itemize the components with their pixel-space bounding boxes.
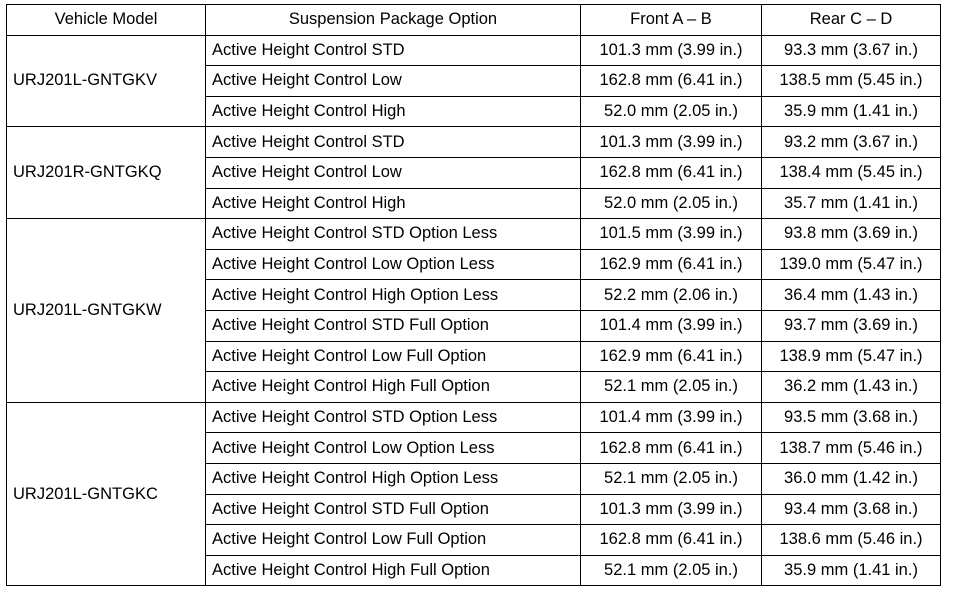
rear-measurement-cell: 35.9 mm (1.41 in.)	[762, 555, 941, 586]
rear-measurement-cell: 138.9 mm (5.47 in.)	[762, 341, 941, 372]
rear-measurement-cell: 138.5 mm (5.45 in.)	[762, 66, 941, 97]
front-measurement-cell: 101.3 mm (3.99 in.)	[581, 35, 762, 66]
suspension-option-cell: Active Height Control Low Full Option	[206, 525, 581, 556]
suspension-option-cell: Active Height Control High Full Option	[206, 555, 581, 586]
suspension-option-cell: Active Height Control Low Full Option	[206, 341, 581, 372]
table-row	[7, 219, 941, 250]
table-row	[7, 35, 941, 66]
front-measurement-cell: 101.5 mm (3.99 in.)	[581, 219, 762, 250]
vehicle-model-cell: URJ201L-GNTGKC	[7, 402, 206, 586]
front-measurement-cell: 101.4 mm (3.99 in.)	[581, 310, 762, 341]
rear-measurement-cell: 93.5 mm (3.68 in.)	[762, 402, 941, 433]
rear-measurement-cell: 93.4 mm (3.68 in.)	[762, 494, 941, 525]
header-rear-c-d: Rear C – D	[762, 5, 941, 36]
front-measurement-cell: 52.2 mm (2.06 in.)	[581, 280, 762, 311]
suspension-option-cell: Active Height Control STD Full Option	[206, 310, 581, 341]
suspension-option-cell: Active Height Control High Option Less	[206, 280, 581, 311]
rear-measurement-cell: 36.4 mm (1.43 in.)	[762, 280, 941, 311]
rear-measurement-cell: 93.3 mm (3.67 in.)	[762, 35, 941, 66]
rear-measurement-cell: 93.8 mm (3.69 in.)	[762, 219, 941, 250]
front-measurement-cell: 162.8 mm (6.41 in.)	[581, 525, 762, 556]
suspension-option-cell: Active Height Control High Option Less	[206, 463, 581, 494]
table-row	[7, 127, 941, 158]
front-measurement-cell: 101.3 mm (3.99 in.)	[581, 127, 762, 158]
rear-measurement-cell: 139.0 mm (5.47 in.)	[762, 249, 941, 280]
header-front-a-b: Front A – B	[581, 5, 762, 36]
front-measurement-cell: 52.1 mm (2.05 in.)	[581, 463, 762, 494]
front-measurement-cell: 101.3 mm (3.99 in.)	[581, 494, 762, 525]
front-measurement-cell: 162.9 mm (6.41 in.)	[581, 341, 762, 372]
rear-measurement-cell: 93.7 mm (3.69 in.)	[762, 310, 941, 341]
suspension-option-cell: Active Height Control Low Option Less	[206, 249, 581, 280]
front-measurement-cell: 162.8 mm (6.41 in.)	[581, 66, 762, 97]
vehicle-model-cell: URJ201L-GNTGKW	[7, 219, 206, 403]
suspension-option-cell: Active Height Control STD Option Less	[206, 402, 581, 433]
rear-measurement-cell: 35.7 mm (1.41 in.)	[762, 188, 941, 219]
suspension-option-cell: Active Height Control STD	[206, 35, 581, 66]
suspension-option-cell: Active Height Control High Full Option	[206, 372, 581, 403]
rear-measurement-cell: 36.0 mm (1.42 in.)	[762, 463, 941, 494]
suspension-option-cell: Active Height Control STD Option Less	[206, 219, 581, 250]
front-measurement-cell: 162.8 mm (6.41 in.)	[581, 157, 762, 188]
rear-measurement-cell: 36.2 mm (1.43 in.)	[762, 372, 941, 403]
vehicle-model-cell: URJ201R-GNTGKQ	[7, 127, 206, 219]
header-suspension-package-option: Suspension Package Option	[206, 5, 581, 36]
suspension-option-cell: Active Height Control STD	[206, 127, 581, 158]
header-row	[7, 5, 941, 36]
rear-measurement-cell: 138.7 mm (5.46 in.)	[762, 433, 941, 464]
suspension-option-cell: Active Height Control Low Option Less	[206, 433, 581, 464]
suspension-option-cell: Active Height Control High	[206, 96, 581, 127]
vehicle-model-cell: URJ201L-GNTGKV	[7, 35, 206, 127]
table-body	[7, 35, 941, 586]
suspension-option-cell: Active Height Control Low	[206, 66, 581, 97]
front-measurement-cell: 52.0 mm (2.05 in.)	[581, 188, 762, 219]
front-measurement-cell: 162.8 mm (6.41 in.)	[581, 433, 762, 464]
front-measurement-cell: 52.1 mm (2.05 in.)	[581, 555, 762, 586]
suspension-option-cell: Active Height Control Low	[206, 157, 581, 188]
table-row	[7, 402, 941, 433]
front-measurement-cell: 52.1 mm (2.05 in.)	[581, 372, 762, 403]
rear-measurement-cell: 35.9 mm (1.41 in.)	[762, 96, 941, 127]
front-measurement-cell: 101.4 mm (3.99 in.)	[581, 402, 762, 433]
suspension-option-cell: Active Height Control STD Full Option	[206, 494, 581, 525]
front-measurement-cell: 162.9 mm (6.41 in.)	[581, 249, 762, 280]
rear-measurement-cell: 138.4 mm (5.45 in.)	[762, 157, 941, 188]
rear-measurement-cell: 138.6 mm (5.46 in.)	[762, 525, 941, 556]
vehicle-height-spec-table	[6, 4, 941, 586]
suspension-option-cell: Active Height Control High	[206, 188, 581, 219]
rear-measurement-cell: 93.2 mm (3.67 in.)	[762, 127, 941, 158]
front-measurement-cell: 52.0 mm (2.05 in.)	[581, 96, 762, 127]
header-vehicle-model: Vehicle Model	[7, 5, 206, 36]
